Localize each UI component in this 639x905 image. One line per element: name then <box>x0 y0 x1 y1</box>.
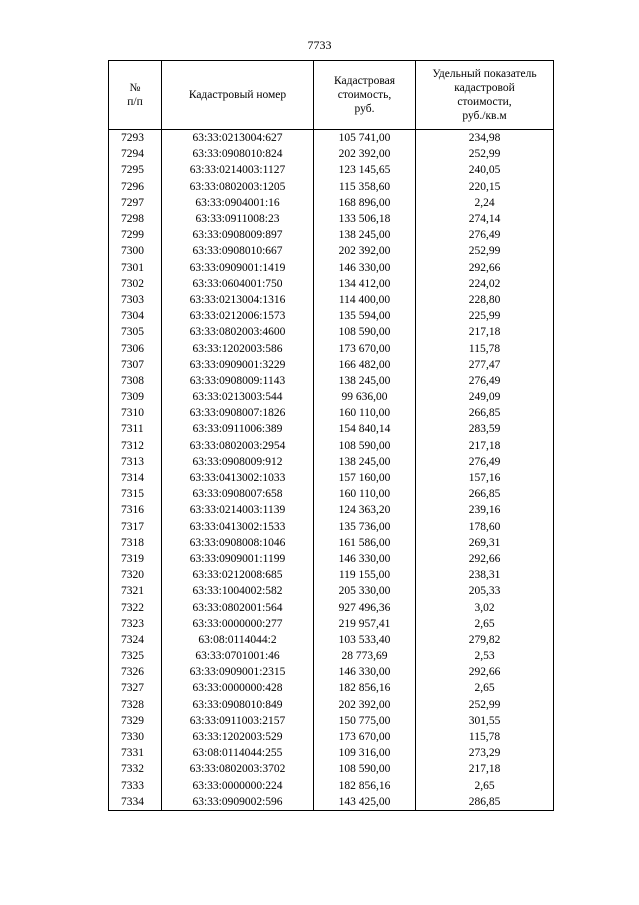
specific-value: 276,49 <box>416 454 554 470</box>
row-number: 7295 <box>109 162 162 178</box>
header-num <box>109 61 162 130</box>
cadastral-value: 173 670,00 <box>314 340 416 356</box>
row-number: 7304 <box>109 308 162 324</box>
cadastral-value: 109 316,00 <box>314 745 416 761</box>
cadastral-value: 115 358,60 <box>314 179 416 195</box>
cadastral-value: 114 400,00 <box>314 292 416 308</box>
cadastral-number: 63:33:0413002:1033 <box>162 470 314 486</box>
table-row <box>109 567 554 583</box>
cadastral-number: 63:33:0802003:1205 <box>162 179 314 195</box>
specific-value: 238,31 <box>416 567 554 583</box>
row-number: 7299 <box>109 227 162 243</box>
cadastral-value: 146 330,00 <box>314 664 416 680</box>
row-number: 7294 <box>109 146 162 162</box>
row-number: 7329 <box>109 713 162 729</box>
table-row <box>109 211 554 227</box>
table-row <box>109 454 554 470</box>
specific-value: 301,55 <box>416 713 554 729</box>
specific-value: 266,85 <box>416 405 554 421</box>
cadastral-value: 108 590,00 <box>314 438 416 454</box>
cadastral-number: 63:33:0213004:627 <box>162 130 314 147</box>
specific-value: 249,09 <box>416 389 554 405</box>
header-line: п/п <box>127 96 143 108</box>
row-number: 7301 <box>109 260 162 276</box>
row-number: 7326 <box>109 664 162 680</box>
cadastral-number: 63:33:0908010:824 <box>162 146 314 162</box>
table-row <box>109 146 554 162</box>
table-row <box>109 616 554 632</box>
specific-value: 277,47 <box>416 357 554 373</box>
specific-value: 224,02 <box>416 276 554 292</box>
specific-value: 2,65 <box>416 616 554 632</box>
cadastral-number: 63:33:0909002:596 <box>162 794 314 811</box>
table-row <box>109 324 554 340</box>
specific-value: 292,66 <box>416 260 554 276</box>
specific-value: 283,59 <box>416 421 554 437</box>
cadastral-number: 63:33:0904001:16 <box>162 195 314 211</box>
cadastral-number: 63:33:0000000:428 <box>162 680 314 696</box>
row-number: 7300 <box>109 243 162 259</box>
specific-value: 2,24 <box>416 195 554 211</box>
cadastral-value: 154 840,14 <box>314 421 416 437</box>
cadastral-number: 63:33:0908010:849 <box>162 697 314 713</box>
specific-value: 269,31 <box>416 535 554 551</box>
specific-value: 225,99 <box>416 308 554 324</box>
header-line: руб./кв.м <box>462 110 507 122</box>
cadastral-value: 138 245,00 <box>314 454 416 470</box>
page-number: 7733 <box>307 38 332 52</box>
cadastral-value: 124 363,20 <box>314 502 416 518</box>
cadastral-number: 63:33:0604001:750 <box>162 276 314 292</box>
table-row <box>109 745 554 761</box>
table-row <box>109 308 554 324</box>
cadastral-value: 160 110,00 <box>314 405 416 421</box>
cadastral-value: 168 896,00 <box>314 195 416 211</box>
cadastral-value: 182 856,16 <box>314 778 416 794</box>
cadastral-number: 63:33:0000000:277 <box>162 616 314 632</box>
row-number: 7333 <box>109 778 162 794</box>
cadastral-value: 146 330,00 <box>314 260 416 276</box>
specific-value: 276,49 <box>416 227 554 243</box>
cadastral-number: 63:33:0802003:3702 <box>162 761 314 777</box>
table-row <box>109 502 554 518</box>
cadastral-number: 63:33:1202003:529 <box>162 729 314 745</box>
cadastral-number: 63:33:0212008:685 <box>162 567 314 583</box>
cadastral-number: 63:08:0114044:2 <box>162 632 314 648</box>
cadastral-value: 99 636,00 <box>314 389 416 405</box>
header-specific-value <box>416 61 554 130</box>
cadastral-value: 133 506,18 <box>314 211 416 227</box>
row-number: 7334 <box>109 794 162 811</box>
cadastral-number: 63:33:0909001:3229 <box>162 357 314 373</box>
cadastral-value: 927 496,36 <box>314 599 416 615</box>
cadastral-value: 108 590,00 <box>314 324 416 340</box>
table-row <box>109 421 554 437</box>
specific-value: 286,85 <box>416 794 554 811</box>
cadastral-number: 63:33:0909001:1419 <box>162 260 314 276</box>
cadastral-number: 63:33:0911008:23 <box>162 211 314 227</box>
cadastral-number: 63:33:0908008:1046 <box>162 535 314 551</box>
table-row <box>109 664 554 680</box>
table-row <box>109 761 554 777</box>
specific-value: 266,85 <box>416 486 554 502</box>
cadastral-number: 63:33:1202003:586 <box>162 340 314 356</box>
specific-value: 292,66 <box>416 664 554 680</box>
cadastral-number: 63:33:0911006:389 <box>162 421 314 437</box>
header-cadastral-value <box>314 61 416 130</box>
cadastral-value: 138 245,00 <box>314 373 416 389</box>
row-number: 7302 <box>109 276 162 292</box>
cadastral-number: 63:33:0802001:564 <box>162 599 314 615</box>
cadastral-number: 63:33:0802003:4600 <box>162 324 314 340</box>
table-row <box>109 713 554 729</box>
row-number: 7323 <box>109 616 162 632</box>
table-row <box>109 373 554 389</box>
specific-value: 115,78 <box>416 340 554 356</box>
cadastral-value: 143 425,00 <box>314 794 416 811</box>
table-row <box>109 583 554 599</box>
table-row <box>109 292 554 308</box>
cadastral-number: 63:33:0413002:1533 <box>162 519 314 535</box>
specific-value: 252,99 <box>416 243 554 259</box>
table-row <box>109 162 554 178</box>
cadastral-number: 63:33:0213004:1316 <box>162 292 314 308</box>
cadastral-number: 63:33:0908007:658 <box>162 486 314 502</box>
row-number: 7303 <box>109 292 162 308</box>
table-row <box>109 486 554 502</box>
cadastral-number: 63:33:1004002:582 <box>162 583 314 599</box>
table-row <box>109 535 554 551</box>
cadastral-value: 173 670,00 <box>314 729 416 745</box>
row-number: 7317 <box>109 519 162 535</box>
table-row <box>109 357 554 373</box>
cadastral-value: 119 155,00 <box>314 567 416 583</box>
table-row <box>109 778 554 794</box>
header-line: Кадастровый номер <box>188 89 287 101</box>
row-number: 7313 <box>109 454 162 470</box>
row-number: 7307 <box>109 357 162 373</box>
row-number: 7297 <box>109 195 162 211</box>
cadastral-value: 28 773,69 <box>314 648 416 664</box>
cadastral-number: 63:33:0908010:667 <box>162 243 314 259</box>
row-number: 7325 <box>109 648 162 664</box>
row-number: 7318 <box>109 535 162 551</box>
row-number: 7312 <box>109 438 162 454</box>
cadastral-value: 182 856,16 <box>314 680 416 696</box>
cadastral-number: 63:33:0212006:1573 <box>162 308 314 324</box>
cadastral-number: 63:33:0909001:2315 <box>162 664 314 680</box>
specific-value: 276,49 <box>416 373 554 389</box>
cadastral-number: 63:08:0114044:255 <box>162 745 314 761</box>
header-line: № <box>129 82 141 94</box>
cadastral-number: 63:33:0214003:1139 <box>162 502 314 518</box>
row-number: 7309 <box>109 389 162 405</box>
cadastral-number: 63:33:0908009:912 <box>162 454 314 470</box>
row-number: 7321 <box>109 583 162 599</box>
header-line: стоимость, <box>337 89 392 101</box>
table-row <box>109 130 554 147</box>
table-row <box>109 697 554 713</box>
table-row <box>109 680 554 696</box>
cadastral-number: 63:33:0000000:224 <box>162 778 314 794</box>
header-line: руб. <box>354 103 375 115</box>
row-number: 7308 <box>109 373 162 389</box>
cadastral-table <box>108 60 554 811</box>
table-row <box>109 519 554 535</box>
specific-value: 273,29 <box>416 745 554 761</box>
table-row <box>109 276 554 292</box>
table-row <box>109 340 554 356</box>
cadastral-value: 123 145,65 <box>314 162 416 178</box>
specific-value: 240,05 <box>416 162 554 178</box>
specific-value: 217,18 <box>416 761 554 777</box>
row-number: 7305 <box>109 324 162 340</box>
table-row <box>109 794 554 811</box>
row-number: 7316 <box>109 502 162 518</box>
row-number: 7306 <box>109 340 162 356</box>
cadastral-number: 63:33:0908009:897 <box>162 227 314 243</box>
row-number: 7314 <box>109 470 162 486</box>
specific-value: 157,16 <box>416 470 554 486</box>
table-row <box>109 179 554 195</box>
cadastral-value: 157 160,00 <box>314 470 416 486</box>
cadastral-number: 63:33:0908009:1143 <box>162 373 314 389</box>
specific-value: 205,33 <box>416 583 554 599</box>
row-number: 7330 <box>109 729 162 745</box>
cadastral-number: 63:33:0802003:2954 <box>162 438 314 454</box>
table-row <box>109 470 554 486</box>
cadastral-value: 108 590,00 <box>314 761 416 777</box>
row-number: 7332 <box>109 761 162 777</box>
row-number: 7296 <box>109 179 162 195</box>
header-line: кадастровой <box>454 82 515 94</box>
row-number: 7293 <box>109 130 162 147</box>
row-number: 7331 <box>109 745 162 761</box>
table-row <box>109 438 554 454</box>
cadastral-number: 63:33:0213003:544 <box>162 389 314 405</box>
cadastral-value: 202 392,00 <box>314 146 416 162</box>
row-number: 7315 <box>109 486 162 502</box>
row-number: 7298 <box>109 211 162 227</box>
row-number: 7328 <box>109 697 162 713</box>
row-number: 7311 <box>109 421 162 437</box>
cadastral-value: 138 245,00 <box>314 227 416 243</box>
table-row <box>109 260 554 276</box>
specific-value: 252,99 <box>416 146 554 162</box>
row-number: 7320 <box>109 567 162 583</box>
table-body <box>109 130 554 811</box>
cadastral-value: 146 330,00 <box>314 551 416 567</box>
cadastral-value: 150 775,00 <box>314 713 416 729</box>
specific-value: 2,53 <box>416 648 554 664</box>
cadastral-value: 161 586,00 <box>314 535 416 551</box>
cadastral-value: 105 741,00 <box>314 130 416 147</box>
table-header <box>109 61 554 130</box>
row-number: 7322 <box>109 599 162 615</box>
table-row <box>109 195 554 211</box>
cadastral-number: 63:33:0908007:1826 <box>162 405 314 421</box>
cadastral-value: 160 110,00 <box>314 486 416 502</box>
table-row <box>109 729 554 745</box>
specific-value: 292,66 <box>416 551 554 567</box>
specific-value: 2,65 <box>416 680 554 696</box>
row-number: 7324 <box>109 632 162 648</box>
specific-value: 220,15 <box>416 179 554 195</box>
specific-value: 228,80 <box>416 292 554 308</box>
table-row <box>109 389 554 405</box>
header-cadastral-number <box>162 61 314 130</box>
row-number: 7319 <box>109 551 162 567</box>
specific-value: 279,82 <box>416 632 554 648</box>
table-row <box>109 632 554 648</box>
cadastral-value: 103 533,40 <box>314 632 416 648</box>
cadastral-number: 63:33:0909001:1199 <box>162 551 314 567</box>
header-line: стоимости, <box>457 96 512 108</box>
cadastral-value: 134 412,00 <box>314 276 416 292</box>
cadastral-value: 202 392,00 <box>314 243 416 259</box>
specific-value: 274,14 <box>416 211 554 227</box>
row-number: 7327 <box>109 680 162 696</box>
specific-value: 115,78 <box>416 729 554 745</box>
cadastral-value: 202 392,00 <box>314 697 416 713</box>
row-number: 7310 <box>109 405 162 421</box>
table-row <box>109 648 554 664</box>
cadastral-value: 166 482,00 <box>314 357 416 373</box>
specific-value: 178,60 <box>416 519 554 535</box>
specific-value: 3,02 <box>416 599 554 615</box>
cadastral-value: 135 736,00 <box>314 519 416 535</box>
header-line: Удельный показатель <box>432 68 537 80</box>
cadastral-number: 63:33:0214003:1127 <box>162 162 314 178</box>
specific-value: 239,16 <box>416 502 554 518</box>
table-row <box>109 243 554 259</box>
cadastral-number: 63:33:0911003:2157 <box>162 713 314 729</box>
specific-value: 217,18 <box>416 324 554 340</box>
cadastral-number: 63:33:0701001:46 <box>162 648 314 664</box>
specific-value: 252,99 <box>416 697 554 713</box>
cadastral-value: 135 594,00 <box>314 308 416 324</box>
table-row <box>109 227 554 243</box>
specific-value: 2,65 <box>416 778 554 794</box>
specific-value: 217,18 <box>416 438 554 454</box>
table-row <box>109 405 554 421</box>
table-row <box>109 551 554 567</box>
cadastral-value: 205 330,00 <box>314 583 416 599</box>
cadastral-value: 219 957,41 <box>314 616 416 632</box>
table-row <box>109 599 554 615</box>
header-line: Кадастровая <box>333 75 396 87</box>
specific-value: 234,98 <box>416 130 554 147</box>
